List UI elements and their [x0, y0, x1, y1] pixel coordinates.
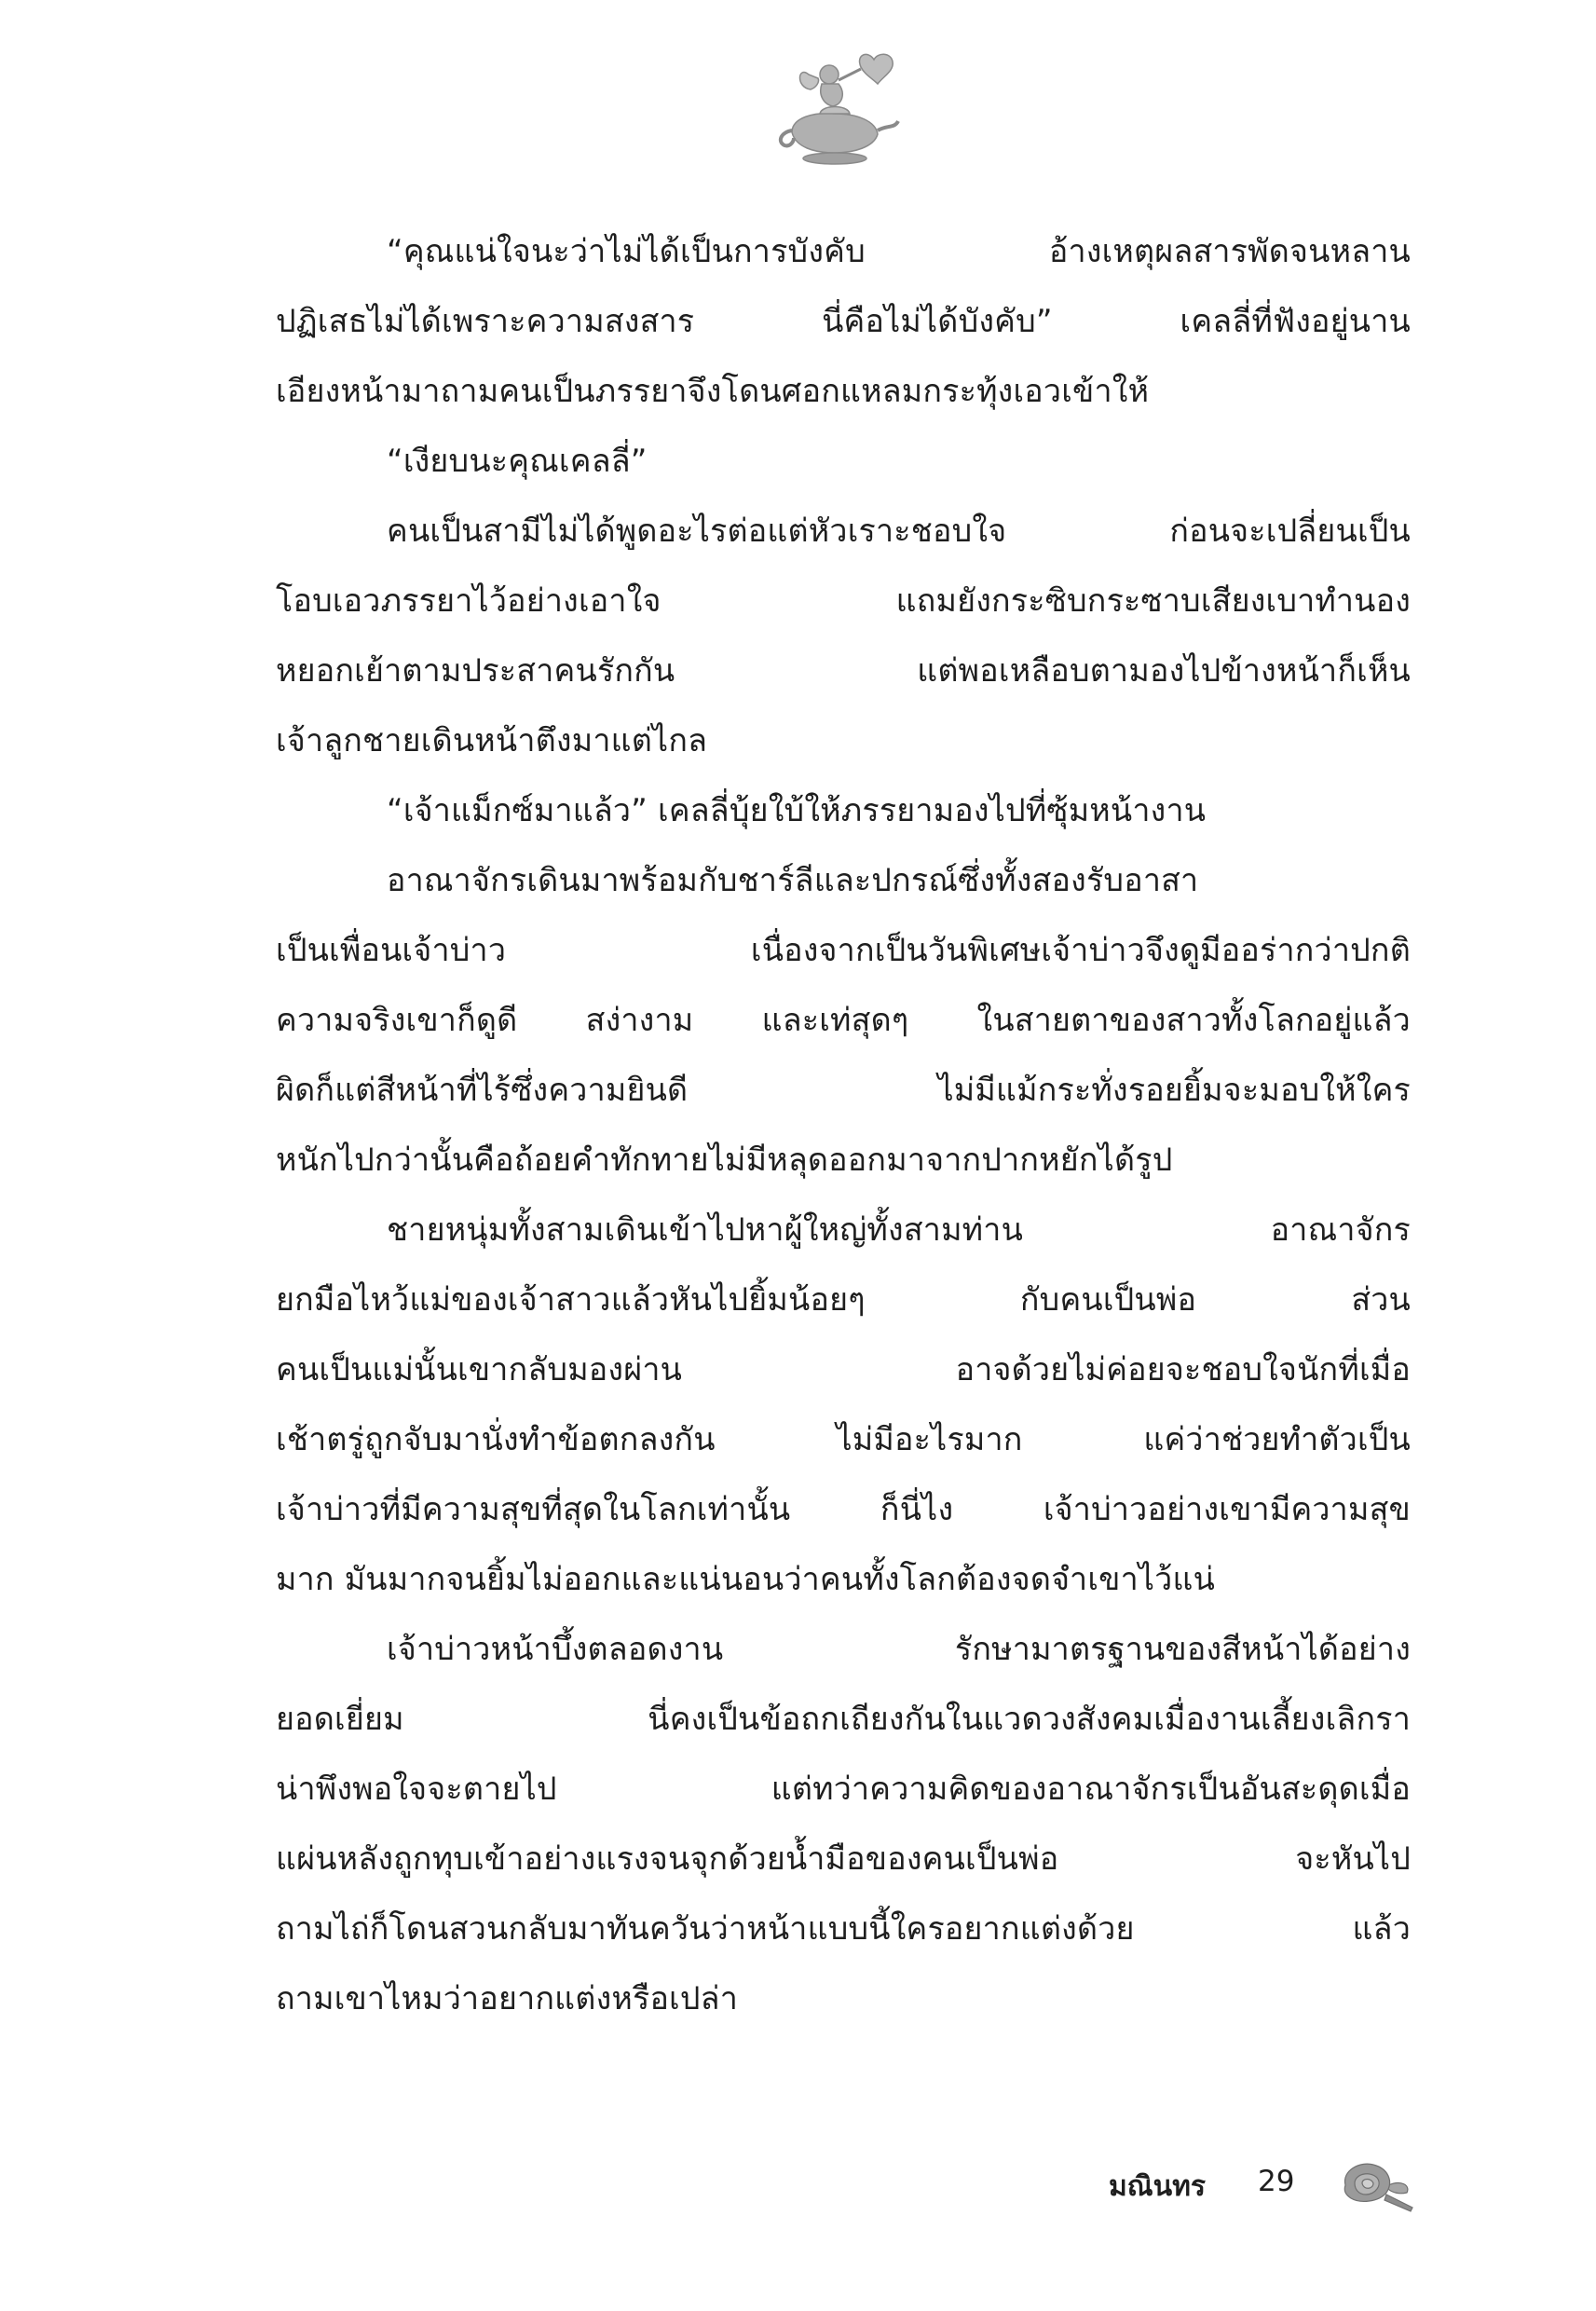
- word: ปฏิเสธไม่ได้เพราะความสงสาร: [276, 303, 695, 340]
- text-line: [276, 1825, 1411, 1894]
- teapot-cupid-ornament-icon: [764, 47, 904, 177]
- text-line: [276, 1405, 1411, 1475]
- word: ยอดเยี่ยม: [276, 1701, 404, 1738]
- word: ก่อนจะเปลี่ยนเป็น: [1169, 513, 1411, 550]
- footer-author: มณินทร: [1109, 2170, 1207, 2203]
- word: ไม่มีอะไรมาก: [836, 1421, 1023, 1458]
- text-line: [276, 916, 1411, 986]
- word: คนเป็นแม่นั้นเขากลับมองผ่าน: [276, 1351, 683, 1388]
- text-line: [276, 1475, 1411, 1545]
- text-line: ถามเขาไหมว่าอยากแต่งหรือเปล่า: [276, 1980, 738, 2017]
- text-line: [276, 636, 1411, 706]
- text-line: [276, 567, 1411, 636]
- text-line: เจ้าลูกชายเดินหน้าตึงมาแต่ไกล: [276, 722, 708, 759]
- text-line: [276, 287, 1411, 357]
- text-line: หนักไปกว่านั้นคือถ้อยคำทักทายไม่มีหลุดออกมาจากปากหยักได้รูป: [276, 1142, 1173, 1179]
- word: น่าพึงพอใจจะตายไป: [276, 1771, 557, 1808]
- word: แถมยังกระซิบกระซาบเสียงเบาทำนอง: [895, 582, 1411, 620]
- rose-icon: [1332, 2157, 1416, 2213]
- word: เช้าตรู่ถูกจับมานั่งทำข้อตกลงกัน: [276, 1421, 716, 1458]
- word: อาจด้วยไม่ค่อยจะชอบใจนักที่เมื่อ: [955, 1351, 1411, 1388]
- word: ชายหนุ่มทั้งสามเดินเข้าไปหาผู้ใหญ่ทั้งสามท่าน: [387, 1211, 1024, 1249]
- word: อาณาจักร: [1270, 1211, 1411, 1249]
- word: เนื่องจากเป็นวันพิเศษเจ้าบ่าวจึงดูมีออร่ากว่าปกติ: [750, 932, 1411, 969]
- text-line: [276, 1615, 1411, 1685]
- word: เจ้าบ่าวที่มีความสุขที่สุดในโลกเท่านั้น: [276, 1491, 791, 1528]
- body-text: [276, 217, 1411, 2034]
- word: จะหันไป: [1295, 1840, 1411, 1878]
- text-line: [276, 986, 1411, 1056]
- text-line: [276, 1265, 1411, 1335]
- text-line: มาก มันมากจนยิ้มไม่ออกและแน่นอนว่าคนทั้งโลกต้องจดจำเขาไว้แน่: [276, 1561, 1216, 1598]
- word: เอียงหน้ามาถามคนเป็นภรรยาจึงโดนศอกแหลมกระทุ้งเอวเข้าให้: [276, 373, 1150, 410]
- text-line: [276, 217, 1411, 287]
- word: แล้ว: [1352, 1910, 1411, 1948]
- word: เคลลี่ที่ฟังอยู่นาน: [1180, 303, 1411, 340]
- word: เป็นเพื่อนเจ้าบ่าว: [276, 932, 507, 969]
- page-footer: [1109, 2157, 1425, 2213]
- word: กับคนเป็นพ่อ: [1019, 1281, 1197, 1319]
- word: อ้างเหตุผลสารพัดจนหลาน: [1048, 233, 1411, 270]
- word: สง่างาม: [585, 1002, 694, 1039]
- text-line: [276, 1755, 1411, 1825]
- word: ผิดก็แต่สีหน้าที่ไร้ซึ่งความยินดี: [276, 1072, 689, 1109]
- text-line: [276, 846, 1411, 916]
- word: อาณาจักรเดินมาพร้อมกับชาร์ลีและปกรณ์ซึ่งทั้งสองรับอาสา: [387, 862, 1199, 899]
- text-line: [276, 1056, 1411, 1126]
- word: โอบเอวภรรยาไว้อย่างเอาใจ: [276, 582, 662, 620]
- text-line: “เงียบนะคุณเคลลี่”: [387, 443, 648, 480]
- text-line: “เจ้าแม็กซ์มาแล้ว” เคลลี่บุ้ยใบ้ให้ภรรยามองไปที่ซุ้มหน้างาน: [387, 792, 1207, 829]
- text-line: [276, 1685, 1411, 1755]
- word: ก็นี่ไง: [880, 1491, 954, 1528]
- text-line: [276, 1894, 1411, 1964]
- text-line: [276, 497, 1411, 567]
- word: รักษามาตรฐานของสีหน้าได้อย่าง: [954, 1631, 1411, 1668]
- word: ส่วน: [1351, 1281, 1411, 1319]
- word: หยอกเย้าตามประสาคนรักกัน: [276, 652, 675, 690]
- word: แต่ทว่าความคิดของอาณาจักรเป็นอันสะดุดเมื่อ: [771, 1771, 1411, 1808]
- word: ยกมือไหว้แม่ของเจ้าสาวแล้วหันไปยิ้มน้อยๆ: [276, 1281, 866, 1319]
- page-number: 29: [1258, 2165, 1295, 2198]
- word: คนเป็นสามีไม่ได้พูดอะไรต่อแต่หัวเราะชอบใจ: [387, 513, 1007, 550]
- word: “คุณแน่ใจนะว่าไม่ได้เป็นการบังคับ: [387, 233, 866, 270]
- word: และเท่สุดๆ: [761, 1002, 909, 1039]
- word: ในสายตาของสาวทั้งโลกอยู่แล้ว: [976, 1002, 1411, 1039]
- word: นี่คือไม่ได้บังคับ”: [822, 303, 1053, 340]
- text-line: [276, 1335, 1411, 1405]
- word: ไม่มีแม้กระทั่งรอยยิ้มจะมอบให้ใคร: [937, 1072, 1411, 1109]
- word: แต่พอเหลือบตามองไปข้างหน้าก็เห็น: [917, 652, 1411, 690]
- word: ถามไถ่ก็โดนสวนกลับมาทันควันว่าหน้าแบบนี้ใครอยากแต่งด้วย: [276, 1910, 1135, 1948]
- word: ความจริงเขาก็ดูดี: [276, 1002, 518, 1039]
- word: เจ้าบ่าวอย่างเขามีความสุข: [1043, 1491, 1411, 1528]
- text-line: [276, 1196, 1411, 1265]
- text-line: [276, 357, 1411, 427]
- word: เจ้าบ่าวหน้าบึ้งตลอดงาน: [387, 1631, 724, 1668]
- word: แผ่นหลังถูกทุบเข้าอย่างแรงจนจุกด้วยน้ำมือของคนเป็นพ่อ: [276, 1840, 1059, 1878]
- word: แค่ว่าช่วยทำตัวเป็น: [1143, 1421, 1411, 1458]
- word: นี่คงเป็นข้อถกเถียงกันในแวดวงสังคมเมื่องานเลี้ยงเลิกรา: [648, 1701, 1411, 1738]
